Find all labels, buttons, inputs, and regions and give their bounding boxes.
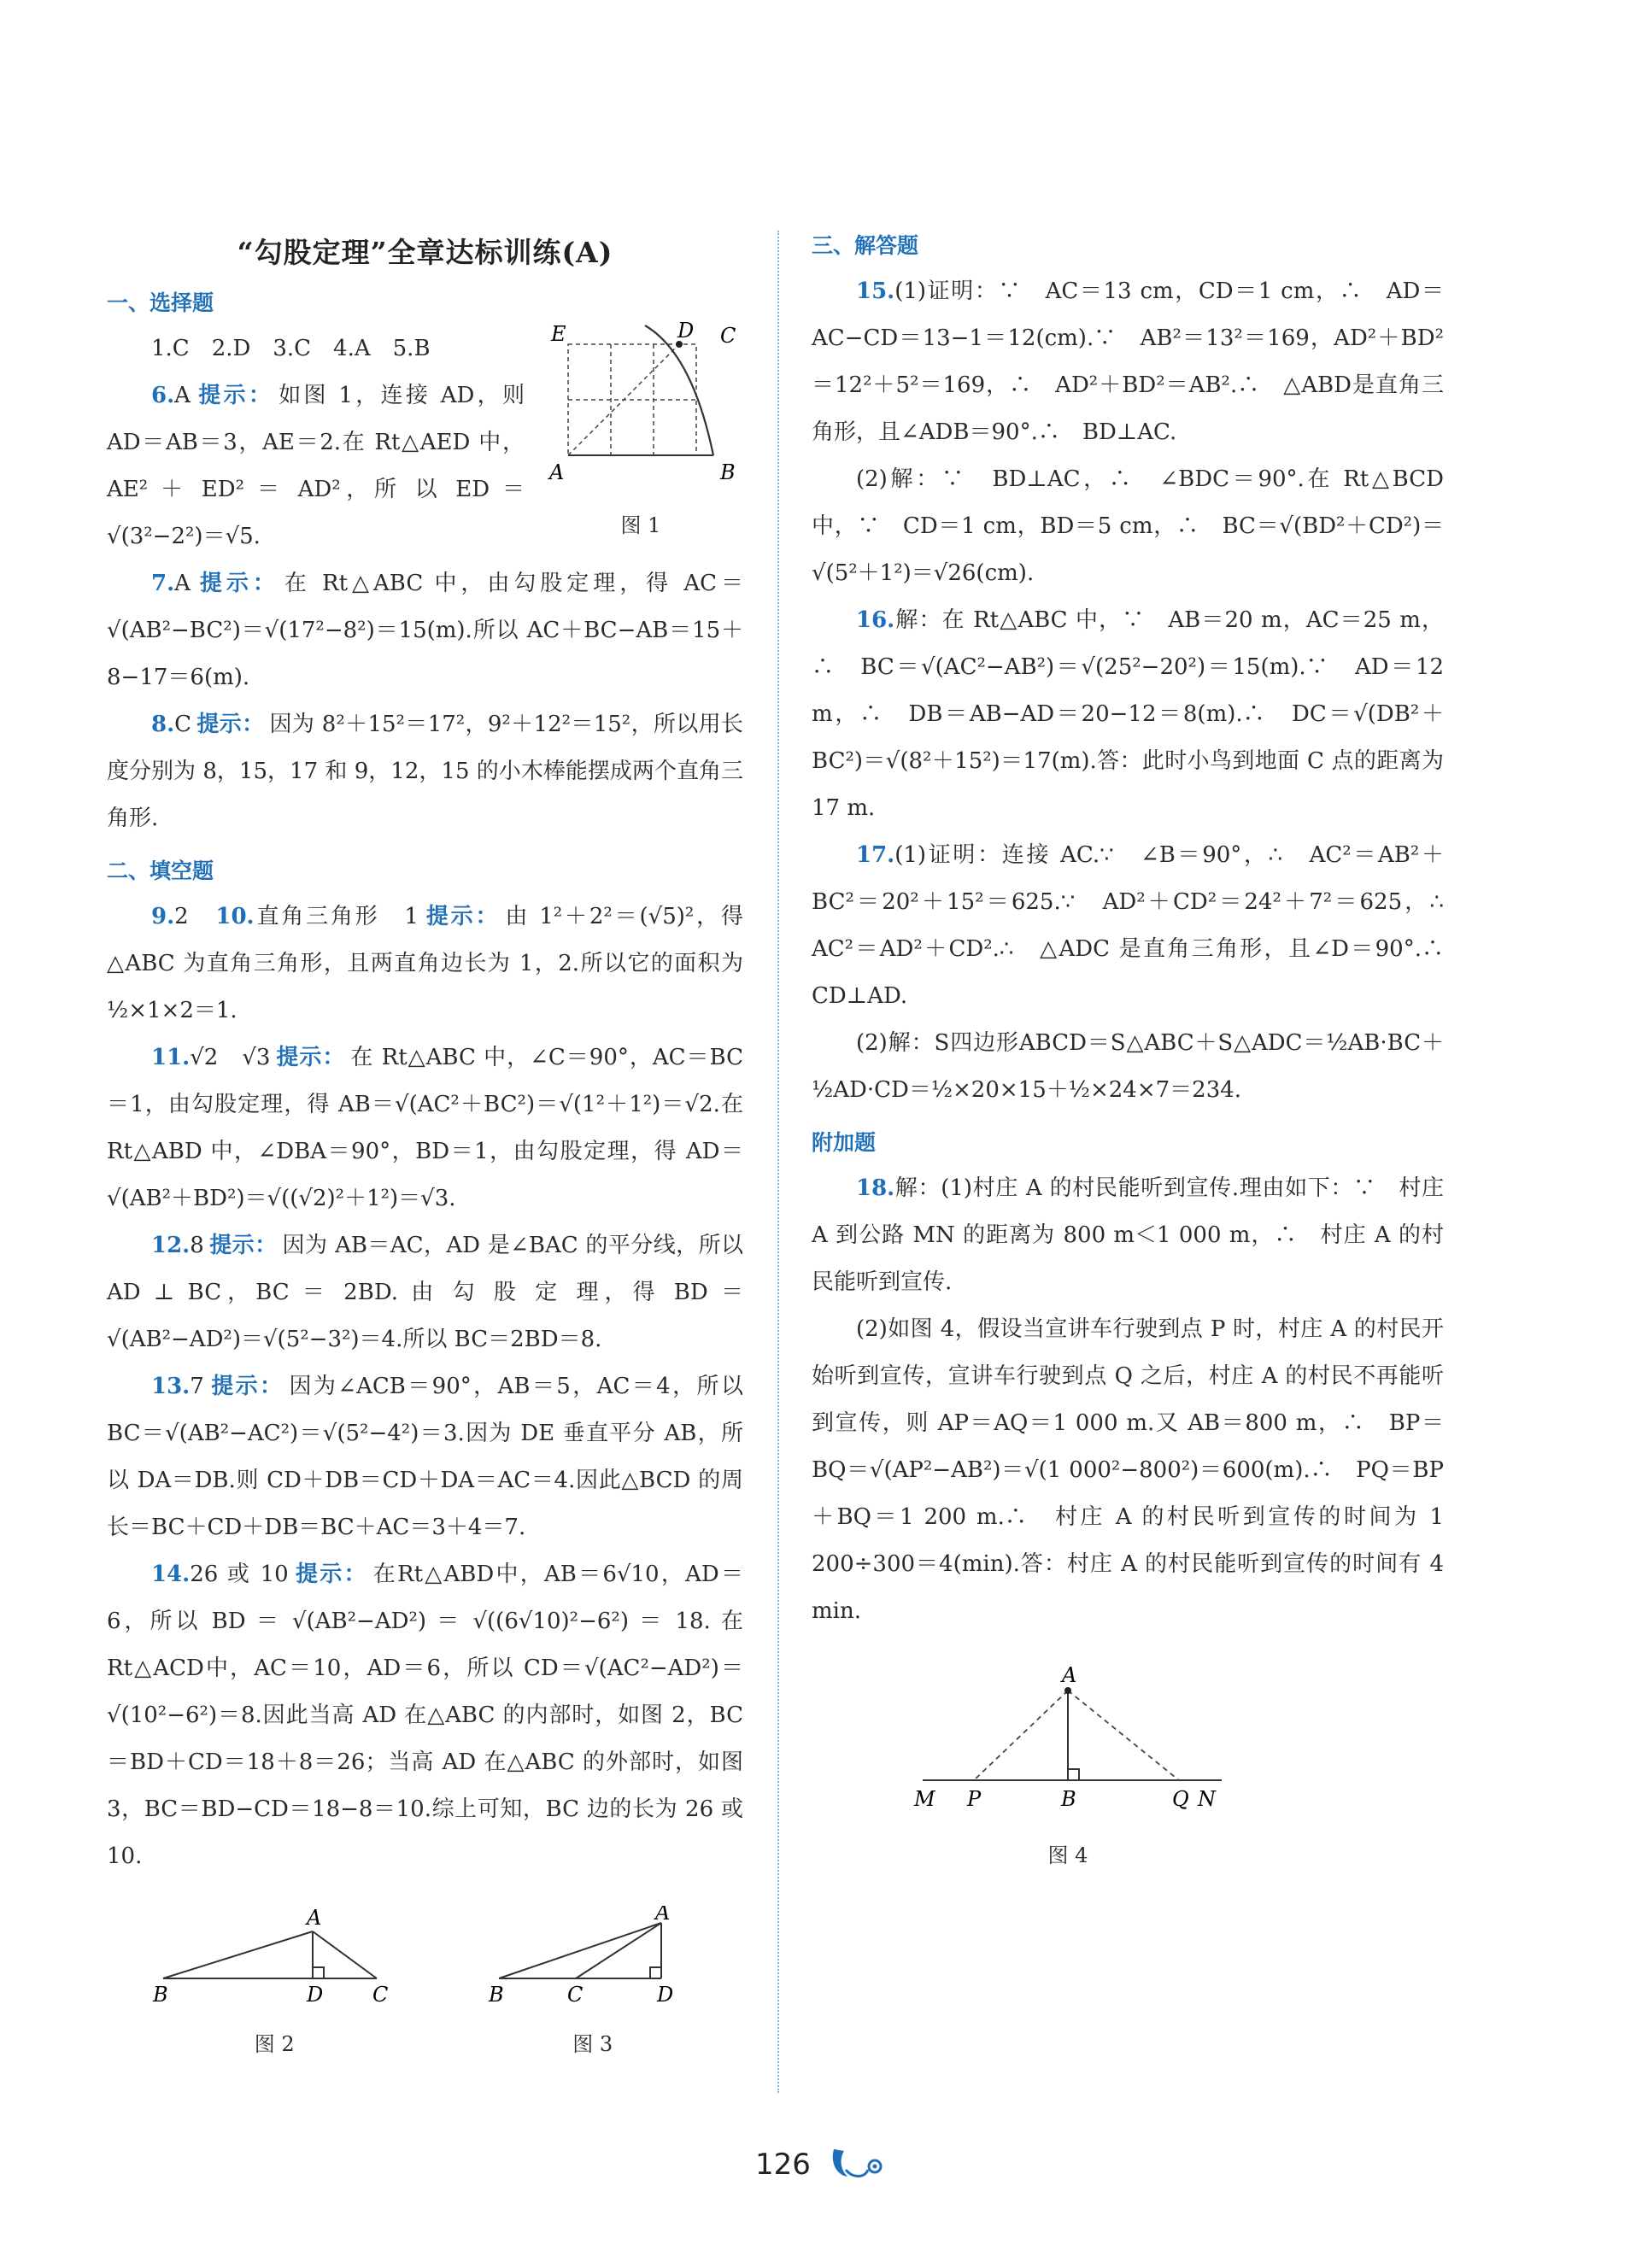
fig3-label-B: B xyxy=(488,1983,504,2007)
fig4-label-A: A xyxy=(1062,1663,1077,1687)
page-title: “勾股定理”全章达标训练(A) xyxy=(237,236,613,269)
q11-number: 11. xyxy=(151,1045,191,1070)
q9-answer: 2 xyxy=(174,904,189,929)
section-extra-heading: 附加题 xyxy=(812,1130,877,1155)
answer-11 xyxy=(107,1034,743,1222)
fig1-label-B: B xyxy=(720,460,736,484)
answer-15-part1 xyxy=(812,268,1444,456)
fig4-label-B: B xyxy=(1061,1787,1076,1811)
q11-answer: √2 √3 xyxy=(190,1045,271,1070)
q6-answer: A xyxy=(174,383,191,408)
fig1-label-E: E xyxy=(551,322,566,346)
fig1-label-A: A xyxy=(549,460,565,484)
answer-18-part1 xyxy=(812,1165,1444,1306)
q17-part1-text: (1)证明：连接 AC.∵ ∠B＝90°，∴ AC²＝AB²＋BC²＝20²＋15²＝625.∵ AD²＋CD²＝24²＋7²＝625，∴ AC²＝AD²＋CD².∴ △ADC 是直角三角形，且∠D＝90°.∴ CD⊥AD. xyxy=(812,842,1467,1009)
q13-number: 13. xyxy=(151,1374,191,1399)
fig1-label-D: D xyxy=(677,319,695,343)
section-answer-heading: 三、解答题 xyxy=(812,233,919,258)
fig2-label-C: C xyxy=(372,1983,389,2007)
figure-1-diagram xyxy=(542,319,739,489)
figure-4 xyxy=(692,1661,1444,1868)
fig1-label-C: C xyxy=(720,324,736,348)
answer-17-part2: (2)解：S四边形ABCD＝S△ABC＋S△ADC＝½AB·BC＋½AD·CD＝½×20×15＋½×24×7＝234. xyxy=(812,1030,1444,1103)
right-column xyxy=(812,222,1467,1868)
q7-number: 7. xyxy=(151,571,175,596)
q10-answer: 直角三角形 1 xyxy=(254,904,419,929)
q15-part1-text: (1)证明：∵ AC＝13 cm，CD＝1 cm，∴ AD＝AC−CD＝13−1＝12(cm).∵ AB²＝13²＝169，AD²＋BD²＝12²＋5²＝169，∴ AD²＋BD²＝AB².∴ △ABD是直角三角形，且∠ADB＝90°.∴ BD⊥AC. xyxy=(812,278,1444,445)
answer-8 xyxy=(107,701,743,842)
figure-3-caption: 图 3 xyxy=(572,2032,613,2056)
q8-answer: C xyxy=(174,712,192,737)
figure-4-diagram xyxy=(888,1661,1247,1823)
q8-explanation: 因为 8²＋15²＝17²，9²＋12²＝15²，所以用长度分别为 8，15，17 和 9，12，15 的小木棒能摆成两个直角三角形. xyxy=(107,712,743,831)
q7-hint-label: 提示： xyxy=(195,571,279,596)
figure-1-caption: 图 1 xyxy=(620,513,661,537)
q8-number: 8. xyxy=(151,712,175,737)
q11-hint-label: 提示： xyxy=(275,1045,346,1070)
figure-4-caption: 图 4 xyxy=(1047,1843,1088,1867)
section-choice-heading: 一、选择题 xyxy=(107,290,214,315)
q16-number: 16. xyxy=(856,607,895,633)
q9-number: 9. xyxy=(151,904,175,929)
q10-number: 10. xyxy=(215,904,255,929)
q13-answer: 7 xyxy=(190,1374,204,1399)
q14-answer: 26 或 10 xyxy=(190,1562,289,1587)
q6-number: 6. xyxy=(151,383,175,408)
q12-explanation: 因为 AB＝AC，AD 是∠BAC 的平分线，所以 AD ⊥ BC，BC ＝ 2BD. 由 勾 股 定 理，得 BD ＝ √(AB²−AD²)＝√(5²−3²)＝4.所以 BC＝2BD＝8. xyxy=(107,1233,743,1352)
fig3-label-A: A xyxy=(654,1906,671,1925)
q18-number: 18. xyxy=(856,1175,895,1201)
answer-16 xyxy=(812,597,1444,832)
answers-1-5: 1.C 2.D 3.C 4.A 5.B xyxy=(151,336,431,361)
answer-15-part2: (2)解：∵ BD⊥AC，∴ ∠BDC＝90°.在 Rt△BCD 中，∵ CD＝1 cm，BD＝5 cm，∴ BC＝√(BD²＋CD²)＝√(5²＋1²)＝√26(cm). xyxy=(812,466,1444,586)
answer-12 xyxy=(107,1222,743,1363)
wave-logo-icon xyxy=(827,2144,887,2185)
figure-2-caption: 图 2 xyxy=(254,2032,295,2056)
fig4-label-P: P xyxy=(967,1787,982,1811)
figure-3-diagram xyxy=(482,1906,704,2008)
fig4-label-Q: Q xyxy=(1172,1787,1189,1811)
section-fill-heading: 二、填空题 xyxy=(107,859,214,883)
q15-number: 15. xyxy=(856,278,895,304)
q13-hint-label: 提示： xyxy=(208,1374,284,1399)
q13-explanation: 因为∠ACB＝90°，AB＝5，AC＝4，所以 BC＝√(AB²−AC²)＝√(5²−4²)＝3.因为 DE 垂直平分 AB，所以 DA＝DB.则 CD＋DB＝CD＋DA＝AC＝4.因此△BCD 的周长＝BC＋CD＋DB＝BC＋AC＝3＋4＝7. xyxy=(107,1374,743,1540)
fig2-label-A: A xyxy=(307,1906,322,1930)
figure-3 xyxy=(482,1906,704,2057)
q14-explanation: 在Rt△ABD中，AB＝6√10，AD＝6，所以 BD ＝ √(AB²−AD²) ＝ √((6√10)²−6²) ＝ 18. 在 Rt△ACD中，AC＝10，AD＝6，所以 CD＝√(AC²−AD²)＝√(10²−6²)＝8.因此当高 AD 在△ABC 的内部时，如图 2，BC＝BD＋CD＝18＋8＝26；当高 AD 在△ABC 的外部时，如图 3，BC＝BD−CD＝18−8＝10.综上可知，BC 边的长为 26 或 10. xyxy=(107,1562,743,1869)
q6-hint-label: 提示： xyxy=(195,383,274,408)
q10-explanation: 由 1²＋2²＝(√5)²，得△ABC 为直角三角形，且两直角边长为 1，2.所以它的面积为 ½×1×2＝1. xyxy=(107,904,743,1023)
q18-part1-text: 解：(1)村庄 A 的村民能听到宣传.理由如下：∵ 村庄 A 到公路 MN 的距离为 800 m＜1 000 m，∴ 村庄 A 的村民能听到宣传. xyxy=(812,1175,1444,1295)
q12-hint-label: 提示： xyxy=(208,1233,278,1258)
fig4-label-M: M xyxy=(914,1787,935,1811)
fig3-label-D: D xyxy=(656,1983,673,2007)
fig4-label-N: N xyxy=(1198,1787,1216,1811)
q7-answer: A xyxy=(174,571,191,596)
q7-explanation: 在 Rt△ABC 中，由勾股定理，得 AC＝√(AB²−BC²)＝√(17²−8²)＝15(m).所以 AC＋BC−AB＝15＋8−17＝6(m). xyxy=(107,571,743,690)
answer-17-part1 xyxy=(812,832,1467,1020)
q14-number: 14. xyxy=(151,1562,191,1587)
page-footer xyxy=(0,2144,1642,2185)
q12-number: 12. xyxy=(151,1233,191,1258)
q12-answer: 8 xyxy=(190,1233,204,1258)
answer-18-part2: (2)如图 4，假设当宣讲车行驶到点 P 时，村庄 A 的村民开始听到宣传，宣讲车行驶到点 Q 之后，村庄 A 的村民不再能听到宣传，则 AP＝AQ＝1 000 m.又 AB＝800 m，∴ BP＝BQ＝√(AP²−AB²)＝√(1 000²−800²)＝600(m).∴ PQ＝BP＋BQ＝1 200 m.∴ 村庄 A 的村民听到宣传的时间为 1 200÷300＝4(min).答：村庄 A 的村民能听到宣传的时间有 4 min. xyxy=(812,1316,1444,1624)
q6-explanation: 如图 1，连接 AD，则 AD＝AB＝3，AE＝2.在 Rt△AED 中，AE² ＋ ED² ＝ AD²，所 以 ED ＝ √(3²−2²)＝√5. xyxy=(107,383,525,549)
answer-13 xyxy=(107,1363,743,1551)
left-column xyxy=(107,222,743,2057)
answer-9-10 xyxy=(107,894,743,1034)
q14-hint-label: 提示： xyxy=(293,1562,368,1587)
q8-hint-label: 提示： xyxy=(196,712,265,737)
q17-number: 17. xyxy=(856,842,895,868)
q11-explanation: 在 Rt△ABC 中，∠C＝90°，AC＝BC＝1，由勾股定理，得 AB＝√(AC²＋BC²)＝√(1²＋1²)＝√2.在 Rt△ABD 中，∠DBA＝90°，BD＝1，由勾股定理，得 AD＝√(AB²＋BD²)＝√((√2)²＋1²)＝√3. xyxy=(107,1045,743,1211)
answer-7 xyxy=(107,560,743,701)
q16-text: 解：在 Rt△ABC 中，∵ AB＝20 m，AC＝25 m，∴ BC＝√(AC²−AB²)＝√(25²−20²)＝15(m).∵ AD＝12 m，∴ DB＝AB−AD＝20−12＝8(m).∴ DC＝√(DB²＋BC²)＝√(8²＋15²)＝17(m).答：此时小鸟到地面 C 点的距离为 17 m. xyxy=(812,607,1444,821)
fig2-label-B: B xyxy=(153,1983,168,2007)
figure-2 xyxy=(146,1906,402,2057)
fig2-label-D: D xyxy=(307,1983,324,2007)
figure-2-diagram xyxy=(146,1906,402,2008)
page-number: 126 xyxy=(755,2148,811,2182)
answer-14 xyxy=(107,1551,743,1880)
q10-hint-label: 提示： xyxy=(423,904,501,929)
figure-1 xyxy=(538,319,743,538)
figures-2-3 xyxy=(107,1906,743,2057)
fig3-label-C: C xyxy=(566,1983,583,2007)
